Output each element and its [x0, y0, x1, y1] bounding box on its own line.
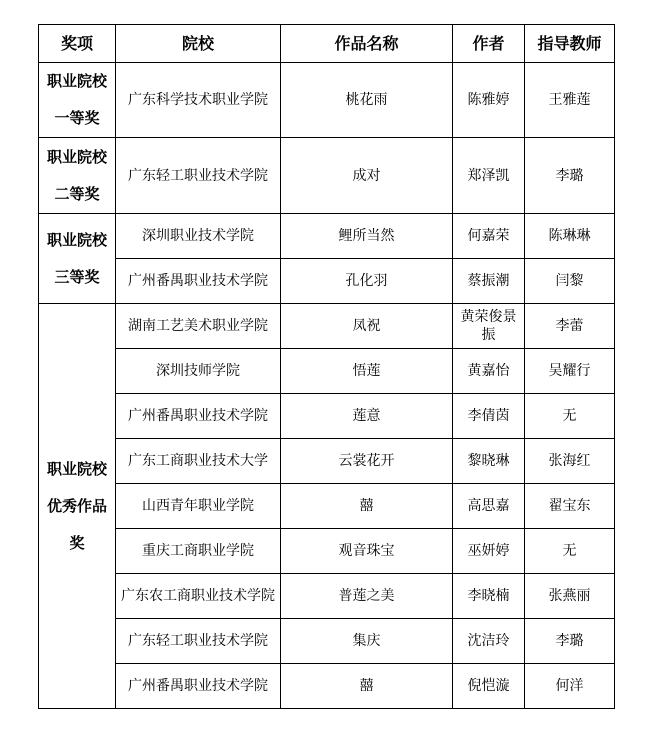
table-row [39, 138, 615, 214]
author-cell: 黄荣俊景振 [453, 304, 525, 349]
table-row [39, 574, 615, 619]
advisor-cell: 李璐 [525, 138, 615, 214]
school-cell: 广东工商职业技术大学 [116, 439, 281, 484]
advisor-cell: 张海红 [525, 439, 615, 484]
author-cell: 沈洁玲 [453, 619, 525, 664]
author-cell: 黎晓琳 [453, 439, 525, 484]
school-cell: 深圳技师学院 [116, 349, 281, 394]
author-cell: 倪恺漩 [453, 664, 525, 709]
school-cell: 湖南工艺美术职业学院 [116, 304, 281, 349]
work-cell: 莲意 [281, 394, 453, 439]
work-cell: 凤祝 [281, 304, 453, 349]
table-row [39, 259, 615, 304]
school-cell: 广东轻工职业技术学院 [116, 138, 281, 214]
advisor-cell: 李璐 [525, 619, 615, 664]
table-row [39, 529, 615, 574]
award-cell-excellence [39, 304, 116, 709]
table-row [39, 349, 615, 394]
school-cell: 重庆工商职业学院 [116, 529, 281, 574]
header-author: 作者 [453, 25, 525, 63]
work-cell: 囍 [281, 664, 453, 709]
award-label: 职业院校二等奖 [46, 147, 107, 203]
advisor-cell: 翟宝东 [525, 484, 615, 529]
advisor-cell: 何洋 [525, 664, 615, 709]
school-cell: 广东农工商职业技术学院 [116, 574, 281, 619]
header-row [39, 25, 615, 63]
author-cell: 黄嘉怡 [453, 349, 525, 394]
work-cell: 桃花雨 [281, 63, 453, 138]
table-row [39, 214, 615, 259]
school-cell: 广州番禺职业技术学院 [116, 664, 281, 709]
advisor-cell: 无 [525, 394, 615, 439]
author-cell: 何嘉荣 [453, 214, 525, 259]
award-cell-first [39, 63, 116, 138]
advisor-cell: 张燕丽 [525, 574, 615, 619]
table-row [39, 664, 615, 709]
author-cell: 高思嘉 [453, 484, 525, 529]
author-cell: 李晓楠 [453, 574, 525, 619]
table-row [39, 619, 615, 664]
header-work: 作品名称 [281, 25, 453, 63]
work-cell: 悟莲 [281, 349, 453, 394]
work-cell: 普莲之美 [281, 574, 453, 619]
advisor-cell: 王雅莲 [525, 63, 615, 138]
advisor-cell: 吴耀行 [525, 349, 615, 394]
table-row [39, 484, 615, 529]
award-cell-third [39, 214, 116, 304]
work-cell: 云裳花开 [281, 439, 453, 484]
school-cell: 广州番禺职业技术学院 [116, 394, 281, 439]
work-cell: 观音珠宝 [281, 529, 453, 574]
table-row [39, 394, 615, 439]
advisor-cell: 闫黎 [525, 259, 615, 304]
awards-table [38, 24, 615, 709]
table-row [39, 304, 615, 349]
award-cell-second [39, 138, 116, 214]
header-award: 奖项 [39, 25, 116, 63]
table-row [39, 63, 615, 138]
school-cell: 山西青年职业学院 [116, 484, 281, 529]
school-cell: 广州番禺职业技术学院 [116, 259, 281, 304]
school-cell: 广东轻工职业技术学院 [116, 619, 281, 664]
author-cell: 巫妍婷 [453, 529, 525, 574]
header-school: 院校 [116, 25, 281, 63]
award-label: 职业院校优秀作品奖 [46, 459, 107, 552]
author-cell: 蔡振潮 [453, 259, 525, 304]
work-cell: 孔化羽 [281, 259, 453, 304]
work-cell: 成对 [281, 138, 453, 214]
author-cell: 陈雅婷 [453, 63, 525, 138]
header-advisor: 指导教师 [525, 25, 615, 63]
school-cell: 广东科学技术职业学院 [116, 63, 281, 138]
author-cell: 李倩茵 [453, 394, 525, 439]
advisor-cell: 无 [525, 529, 615, 574]
work-cell: 囍 [281, 484, 453, 529]
award-label: 职业院校一等奖 [46, 72, 107, 127]
work-cell: 鲤所当然 [281, 214, 453, 259]
author-cell: 郑泽凯 [453, 138, 525, 214]
school-cell: 深圳职业技术学院 [116, 214, 281, 259]
advisor-cell: 李蕾 [525, 304, 615, 349]
work-cell: 集庆 [281, 619, 453, 664]
award-label: 职业院校三等奖 [46, 230, 107, 286]
advisor-cell: 陈琳琳 [525, 214, 615, 259]
table-row [39, 439, 615, 484]
